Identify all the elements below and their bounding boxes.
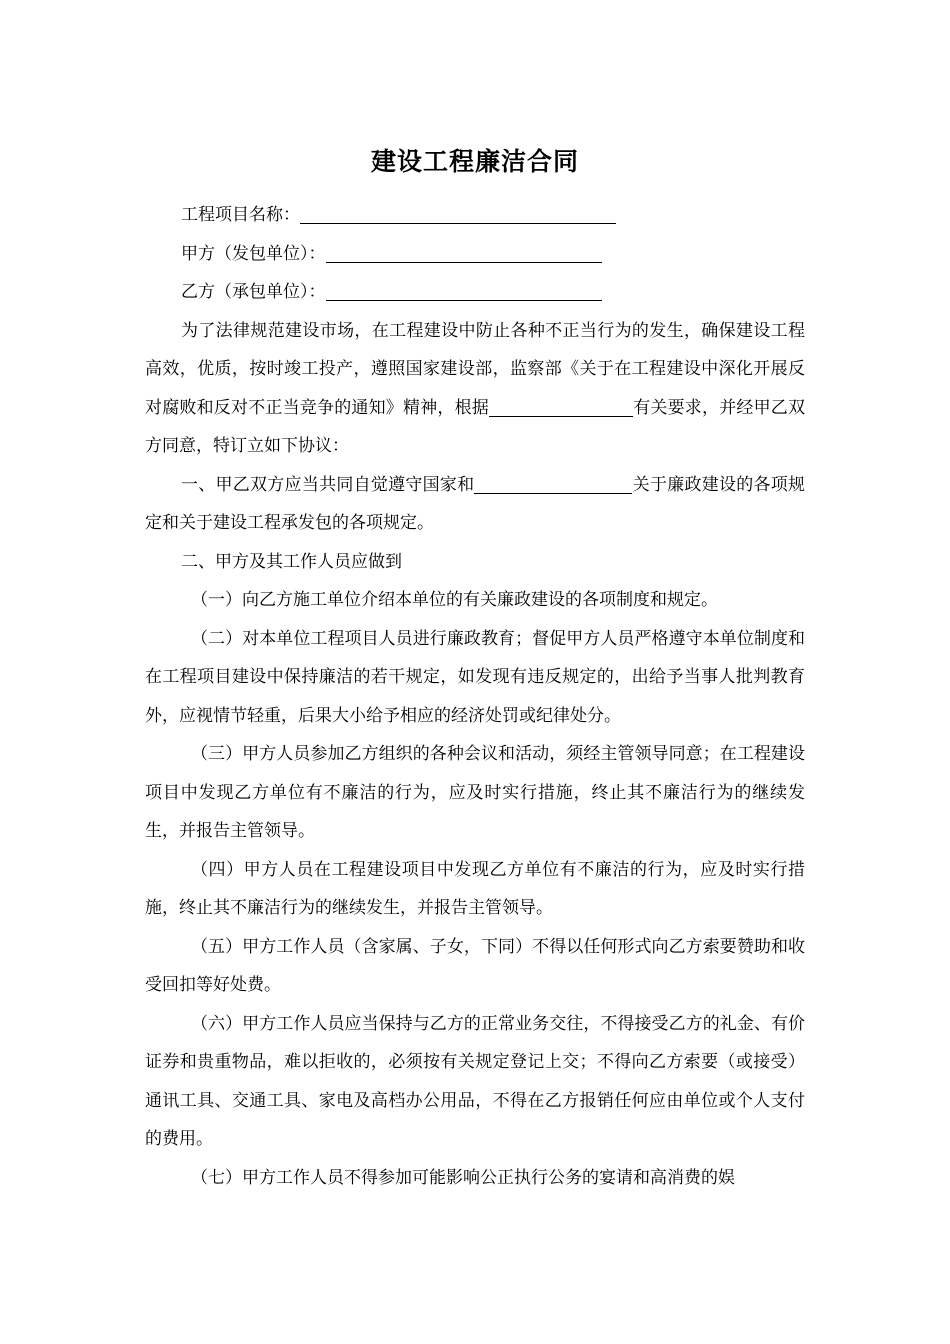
project-name-blank[interactable] (300, 199, 616, 224)
local-regulation-blank[interactable] (474, 469, 632, 494)
clause-1-text-1: 一、甲乙双方应当共同自觉遵守国家和 (181, 474, 475, 495)
clause-1-paragraph (145, 466, 805, 543)
clause-2-item-6: （六）甲方工作人员应当保持与乙方的正常业务交往，不得接受乙方的礼金、有价证券和贵重物品，难以拒收的，必须按有关规定登记上交；不得向乙方索要（或接受）通讯工具、交通工具、家电及高档办公用品，不得在乙方报销任何应由单位或个人支付的费用。 (145, 1013, 805, 1149)
clause-2-item-4: （四）甲方人员在工程建设项目中发现乙方单位有不廉洁的行为，应及时实行措施，终止其不廉洁行为的继续发生，并报告主管领导。 (145, 859, 805, 918)
clause-1-text-2: 关于廉政建设的各项规定和关于建设工程承发包的各项规定。 (145, 474, 806, 533)
project-name-field (145, 196, 805, 235)
party-a-blank[interactable] (326, 238, 602, 263)
party-b-field (145, 273, 805, 312)
clause-2-item-2: （二）对本单位工程项目人员进行廉政教育；督促甲方人员严格遵守本单位制度和在工程项目建设中保持廉洁的若干规定，如发现有违反规定的，出给予当事人批判教育外，应视情节轻重，后果大小给予相应的经济处罚或纪律处分。 (145, 628, 805, 726)
document-title: 建设工程廉洁合同 (370, 147, 579, 176)
party-a-label: 甲方（发包单位）： (181, 243, 326, 264)
project-name-label: 工程项目名称： (181, 205, 300, 225)
clause-2-item-3: （三）甲方人员参加乙方组织的各种会议和活动，须经主管领导同意；在工程建设项目中发现乙方单位有不廉洁的行为，应及时实行措施，终止其不廉洁行为的继续发生，并报告主管领导。 (145, 744, 805, 841)
clause-2-heading: 二、甲方及其工作人员应做到 (181, 551, 402, 572)
preamble-paragraph (145, 312, 805, 466)
basis-blank-continued[interactable] (599, 392, 633, 417)
party-b-blank[interactable] (326, 276, 602, 301)
preamble-text-1: 为了法律规范建设市场，在工程建设中防止各种不正当行为的发生，确保建设工程高效，优质，按时竣工投产，遵照国家建设部，监察部《关于在工程建设中深化开展反对腐败和反对不正当竞争的通知》精神，根据 (145, 320, 805, 418)
party-a-field (145, 235, 805, 274)
basis-blank[interactable] (489, 392, 599, 417)
party-b-label: 乙方（承包单位）： (181, 282, 326, 302)
preamble-text-2: 有关要求，并经甲乙双方同意，特订立如下协议： (145, 397, 805, 456)
document-body (145, 196, 805, 1197)
clause-2-item-7: （七）甲方工作人员不得参加可能影响公正执行公务的宴请和高消费的娱 (191, 1167, 735, 1188)
clause-2-item-1: （一）向乙方施工单位介绍本单位的有关廉政建设的各项制度和规定。 (191, 590, 718, 610)
clause-2-item-5: （五）甲方工作人员（含家属、子女，下同）不得以任何形式向乙方索要赞助和收受回扣等好处费。 (145, 936, 805, 995)
